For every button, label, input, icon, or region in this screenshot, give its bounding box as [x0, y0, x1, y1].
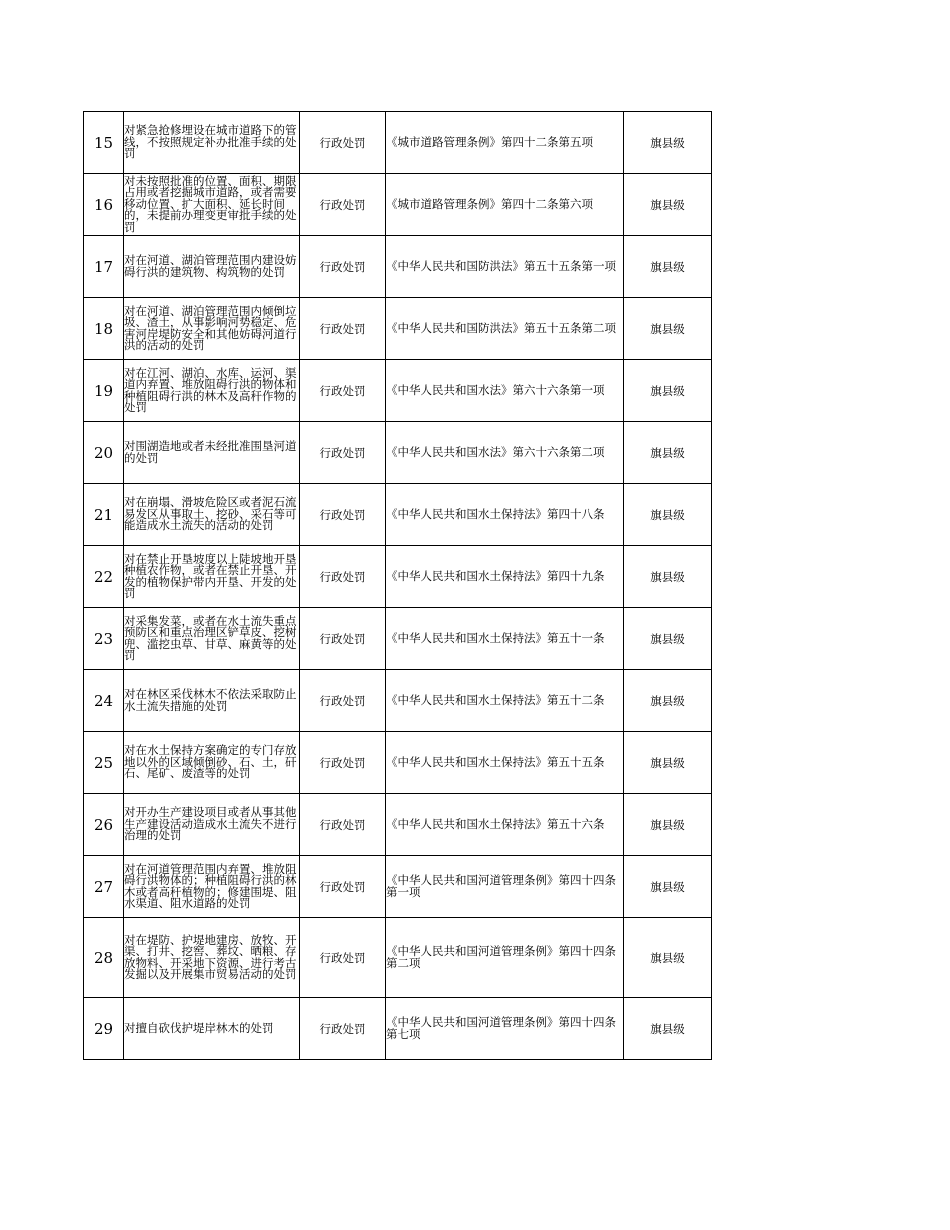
row-number: 17	[84, 236, 124, 298]
penalty-type: 行政处罚	[300, 998, 386, 1060]
penalty-item: 对在堤防、护堤地建房、放牧、开渠、打井、挖窖、葬坟、晒粮、存放物料、开采地下资源、进行考古发掘以及开展集市贸易活动的处罚	[124, 918, 300, 998]
table-row	[84, 608, 712, 670]
jurisdiction-level: 旗县级	[624, 918, 712, 998]
row-number: 28	[84, 918, 124, 998]
table-row	[84, 484, 712, 546]
row-number: 15	[84, 112, 124, 174]
legal-basis: 《中华人民共和国水土保持法》第五十二条	[386, 670, 624, 732]
row-number: 24	[84, 670, 124, 732]
legal-basis: 《中华人民共和国河道管理条例》第四十四条第二项	[386, 918, 624, 998]
legal-basis: 《中华人民共和国水土保持法》第五十五条	[386, 732, 624, 794]
penalty-type: 行政处罚	[300, 794, 386, 856]
penalty-type: 行政处罚	[300, 484, 386, 546]
table-row	[84, 422, 712, 484]
penalty-type: 行政处罚	[300, 856, 386, 918]
penalty-item: 对紧急抢修埋设在城市道路下的管线，不按照规定补办批准手续的处罚	[124, 112, 300, 174]
penalty-item: 对在禁止开垦坡度以上陡坡地开垦种植农作物，或者在禁止开垦、开发的植物保护带内开垦、开发的处罚	[124, 546, 300, 608]
penalty-item: 对围湖造地或者未经批准围垦河道的处罚	[124, 422, 300, 484]
jurisdiction-level: 旗县级	[624, 670, 712, 732]
jurisdiction-level: 旗县级	[624, 360, 712, 422]
jurisdiction-level: 旗县级	[624, 546, 712, 608]
table-row	[84, 794, 712, 856]
row-number: 26	[84, 794, 124, 856]
penalty-item: 对在河道、湖泊管理范围内建设妨碍行洪的建筑物、构筑物的处罚	[124, 236, 300, 298]
table-row	[84, 856, 712, 918]
table-row	[84, 112, 712, 174]
table-row	[84, 670, 712, 732]
row-number: 20	[84, 422, 124, 484]
row-number: 22	[84, 546, 124, 608]
penalty-item: 对在水土保持方案确定的专门存放地以外的区域倾倒砂、石、土，矸石、尾矿、废渣等的处罚	[124, 732, 300, 794]
jurisdiction-level: 旗县级	[624, 608, 712, 670]
table-body	[84, 112, 712, 1060]
legal-basis: 《中华人民共和国水法》第六十六条第二项	[386, 422, 624, 484]
penalty-item: 对在河道管理范围内弃置、堆放阻碍行洪物体的；种植阻碍行洪的林木或者高秆植物的；修建围堤、阻水渠道、阻水道路的处罚	[124, 856, 300, 918]
penalty-item: 对采集发菜，或者在水土流失重点预防区和重点治理区铲草皮、挖树兜、滥挖虫草、甘草、麻黄等的处罚	[124, 608, 300, 670]
penalty-item: 对在林区采伐林木不依法采取防止水土流失措施的处罚	[124, 670, 300, 732]
legal-basis: 《中华人民共和国水土保持法》第四十八条	[386, 484, 624, 546]
table-row	[84, 174, 712, 236]
jurisdiction-level: 旗县级	[624, 794, 712, 856]
penalty-table	[83, 111, 712, 1060]
jurisdiction-level: 旗县级	[624, 484, 712, 546]
row-number: 16	[84, 174, 124, 236]
row-number: 21	[84, 484, 124, 546]
penalty-item: 对在河道、湖泊管理范围内倾倒垃圾、渣土，从事影响河势稳定、危害河岸堤防安全和其他妨碍河道行洪的活动的处罚	[124, 298, 300, 360]
legal-basis: 《城市道路管理条例》第四十二条第五项	[386, 112, 624, 174]
jurisdiction-level: 旗县级	[624, 236, 712, 298]
table-row	[84, 546, 712, 608]
jurisdiction-level: 旗县级	[624, 856, 712, 918]
jurisdiction-level: 旗县级	[624, 298, 712, 360]
jurisdiction-level: 旗县级	[624, 732, 712, 794]
legal-basis: 《中华人民共和国水土保持法》第五十一条	[386, 608, 624, 670]
penalty-item: 对擅自砍伐护堤岸林木的处罚	[124, 998, 300, 1060]
legal-basis: 《中华人民共和国河道管理条例》第四十四条第一项	[386, 856, 624, 918]
row-number: 29	[84, 998, 124, 1060]
penalty-item: 对在崩塌、滑坡危险区或者泥石流易发区从事取土、挖砂、采石等可能造成水土流失的活动的处罚	[124, 484, 300, 546]
jurisdiction-level: 旗县级	[624, 112, 712, 174]
penalty-type: 行政处罚	[300, 236, 386, 298]
penalty-type: 行政处罚	[300, 670, 386, 732]
penalty-type: 行政处罚	[300, 732, 386, 794]
legal-basis: 《中华人民共和国防洪法》第五十五条第一项	[386, 236, 624, 298]
penalty-type: 行政处罚	[300, 298, 386, 360]
penalty-type: 行政处罚	[300, 360, 386, 422]
penalty-type: 行政处罚	[300, 112, 386, 174]
legal-basis: 《中华人民共和国水土保持法》第五十六条	[386, 794, 624, 856]
table-row	[84, 298, 712, 360]
penalty-item: 对未按照批准的位置、面积、期限占用或者挖掘城市道路，或者需要移动位置、扩大面积、延长时间的，未提前办理变更审批手续的处罚	[124, 174, 300, 236]
jurisdiction-level: 旗县级	[624, 998, 712, 1060]
row-number: 23	[84, 608, 124, 670]
table-row	[84, 998, 712, 1060]
table-row	[84, 732, 712, 794]
table-row	[84, 360, 712, 422]
row-number: 27	[84, 856, 124, 918]
legal-basis: 《中华人民共和国水土保持法》第四十九条	[386, 546, 624, 608]
penalty-type: 行政处罚	[300, 918, 386, 998]
legal-basis: 《城市道路管理条例》第四十二条第六项	[386, 174, 624, 236]
penalty-type: 行政处罚	[300, 174, 386, 236]
legal-basis: 《中华人民共和国防洪法》第五十五条第二项	[386, 298, 624, 360]
table-row	[84, 236, 712, 298]
penalty-type: 行政处罚	[300, 546, 386, 608]
penalty-type: 行政处罚	[300, 422, 386, 484]
penalty-item: 对开办生产建设项目或者从事其他生产建设活动造成水土流失不进行治理的处罚	[124, 794, 300, 856]
legal-basis: 《中华人民共和国水法》第六十六条第一项	[386, 360, 624, 422]
row-number: 19	[84, 360, 124, 422]
legal-basis: 《中华人民共和国河道管理条例》第四十四条第七项	[386, 998, 624, 1060]
penalty-item: 对在江河、湖泊、水库、运河、渠道内弃置、堆放阻碍行洪的物体和种植阻碍行洪的林木及高秆作物的处罚	[124, 360, 300, 422]
row-number: 25	[84, 732, 124, 794]
jurisdiction-level: 旗县级	[624, 174, 712, 236]
jurisdiction-level: 旗县级	[624, 422, 712, 484]
row-number: 18	[84, 298, 124, 360]
penalty-type: 行政处罚	[300, 608, 386, 670]
table-row	[84, 918, 712, 998]
